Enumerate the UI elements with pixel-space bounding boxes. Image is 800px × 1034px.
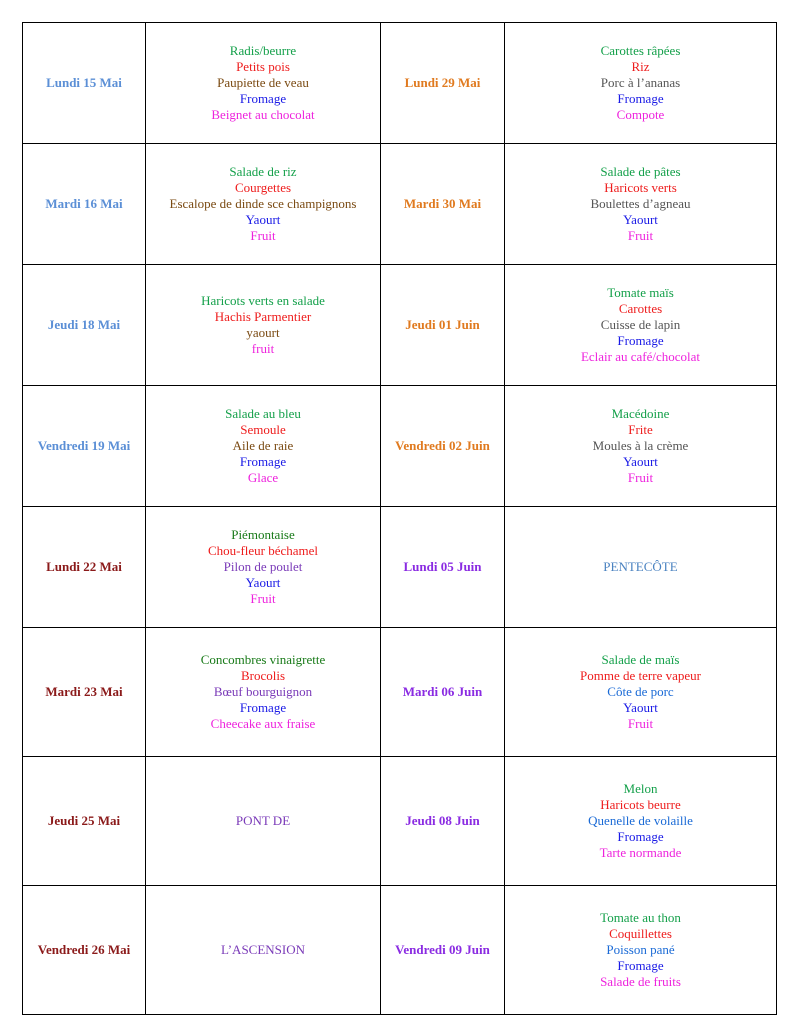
- dessert-item: Fruit: [627, 470, 654, 485]
- table-row: [23, 886, 777, 1015]
- dessert-item: Fruit: [250, 228, 276, 243]
- main-dish-item: Porc à l’ananas: [600, 75, 681, 90]
- dessert-item: Beignet au chocolat: [211, 107, 315, 122]
- menu-cell: [505, 628, 777, 757]
- entree-item: Macédoine: [611, 406, 670, 421]
- side-dish-item: Carottes: [618, 301, 663, 316]
- main-dish-item: yaourt: [246, 325, 280, 340]
- menu-cell: [505, 507, 777, 628]
- dessert-item: Eclair au café/chocolat: [580, 349, 701, 364]
- entree-item: Tomate maïs: [607, 285, 674, 300]
- main-dish-item: Boulettes d’agneau: [590, 196, 691, 211]
- day-cell: Vendredi 02 Juin: [381, 386, 505, 507]
- dairy-item: Fromage: [617, 333, 664, 348]
- dairy-item: Fromage: [239, 700, 287, 715]
- menu-cell: [146, 23, 381, 144]
- table-row: [23, 507, 777, 628]
- menu-cell: [505, 144, 777, 265]
- dessert-item: Glace: [247, 470, 279, 485]
- holiday-label: PONT DE: [235, 813, 291, 828]
- table-row: [23, 23, 777, 144]
- dairy-item: Yaourt: [245, 212, 281, 227]
- menu-cell: [146, 144, 381, 265]
- side-dish-item: Haricots beurre: [600, 797, 681, 812]
- side-dish-item: Courgettes: [234, 180, 292, 195]
- entree-item: Tomate au thon: [600, 910, 681, 925]
- day-cell: Vendredi 26 Mai: [23, 886, 146, 1015]
- main-dish-item: Côte de porc: [607, 684, 674, 699]
- dairy-item: Fromage: [239, 454, 287, 469]
- menu-cell: [505, 386, 777, 507]
- dairy-item: Yaourt: [623, 212, 658, 227]
- day-cell: Jeudi 01 Juin: [381, 265, 505, 386]
- day-cell: Mardi 30 Mai: [381, 144, 505, 265]
- main-dish-item: Pilon de poulet: [223, 559, 303, 574]
- holiday-label: PENTECÔTE: [603, 559, 678, 574]
- entree-item: Salade de pâtes: [600, 164, 681, 179]
- menu-cell: [505, 265, 777, 386]
- dairy-item: Fromage: [617, 91, 664, 106]
- side-dish-item: Haricots verts: [604, 180, 677, 195]
- side-dish-item: Frite: [628, 422, 653, 437]
- entree-item: Concombres vinaigrette: [200, 652, 326, 667]
- day-cell: Jeudi 18 Mai: [23, 265, 146, 386]
- main-dish-item: Bœuf bourguignon: [213, 684, 313, 699]
- main-dish-item: Quenelle de volaille: [588, 813, 693, 828]
- table-row: [23, 144, 777, 265]
- entree-item: Salade de riz: [229, 164, 297, 179]
- main-dish-item: Paupiette de veau: [217, 75, 309, 90]
- menu-cell: [146, 507, 381, 628]
- dessert-item: Salade de fruits: [600, 974, 681, 989]
- menu-cell: [146, 265, 381, 386]
- menu-cell: [505, 23, 777, 144]
- dairy-item: Fromage: [239, 91, 287, 106]
- day-cell: Jeudi 08 Juin: [381, 757, 505, 886]
- main-dish-item: Aile de raie: [232, 438, 294, 453]
- entree-item: Salade au bleu: [225, 406, 301, 421]
- side-dish-item: Semoule: [240, 422, 286, 437]
- menu-cell: [146, 757, 381, 886]
- dessert-item: Fruit: [627, 716, 654, 731]
- main-dish-item: Escalope de dinde sce champignons: [169, 196, 357, 211]
- side-dish-item: Petits pois: [236, 59, 290, 74]
- entree-item: Carottes râpées: [600, 43, 681, 58]
- day-cell: Mardi 16 Mai: [23, 144, 146, 265]
- holiday-label: L’ASCENSION: [220, 942, 306, 957]
- dairy-item: Fromage: [617, 958, 664, 973]
- day-cell: Lundi 29 Mai: [381, 23, 505, 144]
- side-dish-item: Coquillettes: [609, 926, 672, 941]
- side-dish-item: Brocolis: [240, 668, 286, 683]
- table-row: [23, 628, 777, 757]
- table-row: [23, 757, 777, 886]
- dessert-item: Tarte normande: [599, 845, 682, 860]
- entree-item: Piémontaise: [231, 527, 295, 542]
- main-dish-item: Moules à la crème: [592, 438, 689, 453]
- entree-item: Radis/beurre: [229, 43, 297, 58]
- day-cell: Lundi 05 Juin: [381, 507, 505, 628]
- entree-item: Melon: [623, 781, 658, 796]
- dessert-item: Fruit: [250, 591, 276, 606]
- side-dish-item: Pomme de terre vapeur: [580, 668, 701, 683]
- dessert-item: fruit: [251, 341, 275, 356]
- side-dish-item: Hachis Parmentier: [214, 309, 312, 324]
- day-cell: Mardi 23 Mai: [23, 628, 146, 757]
- dairy-item: Yaourt: [623, 454, 658, 469]
- day-cell: Lundi 22 Mai: [23, 507, 146, 628]
- dessert-item: Fruit: [627, 228, 654, 243]
- dairy-item: Yaourt: [623, 700, 658, 715]
- table-row: [23, 265, 777, 386]
- side-dish-item: Riz: [631, 59, 650, 74]
- day-cell: Jeudi 25 Mai: [23, 757, 146, 886]
- dessert-item: Cheecake aux fraise: [210, 716, 316, 731]
- menu-table: [22, 22, 777, 1015]
- day-cell: Mardi 06 Juin: [381, 628, 505, 757]
- day-cell: Vendredi 19 Mai: [23, 386, 146, 507]
- menu-cell: [146, 628, 381, 757]
- menu-cell: [505, 757, 777, 886]
- side-dish-item: Chou-fleur béchamel: [207, 543, 319, 558]
- table-row: [23, 386, 777, 507]
- entree-item: Salade de maïs: [601, 652, 680, 667]
- day-cell: Vendredi 09 Juin: [381, 886, 505, 1015]
- menu-cell: [146, 886, 381, 1015]
- day-cell: Lundi 15 Mai: [23, 23, 146, 144]
- dessert-item: Compote: [616, 107, 665, 122]
- main-dish-item: Poisson pané: [606, 942, 675, 957]
- dairy-item: Yaourt: [245, 575, 281, 590]
- menu-cell: [146, 386, 381, 507]
- entree-item: Haricots verts en salade: [201, 293, 325, 308]
- dairy-item: Fromage: [617, 829, 664, 844]
- main-dish-item: Cuisse de lapin: [600, 317, 681, 332]
- menu-cell: [505, 886, 777, 1015]
